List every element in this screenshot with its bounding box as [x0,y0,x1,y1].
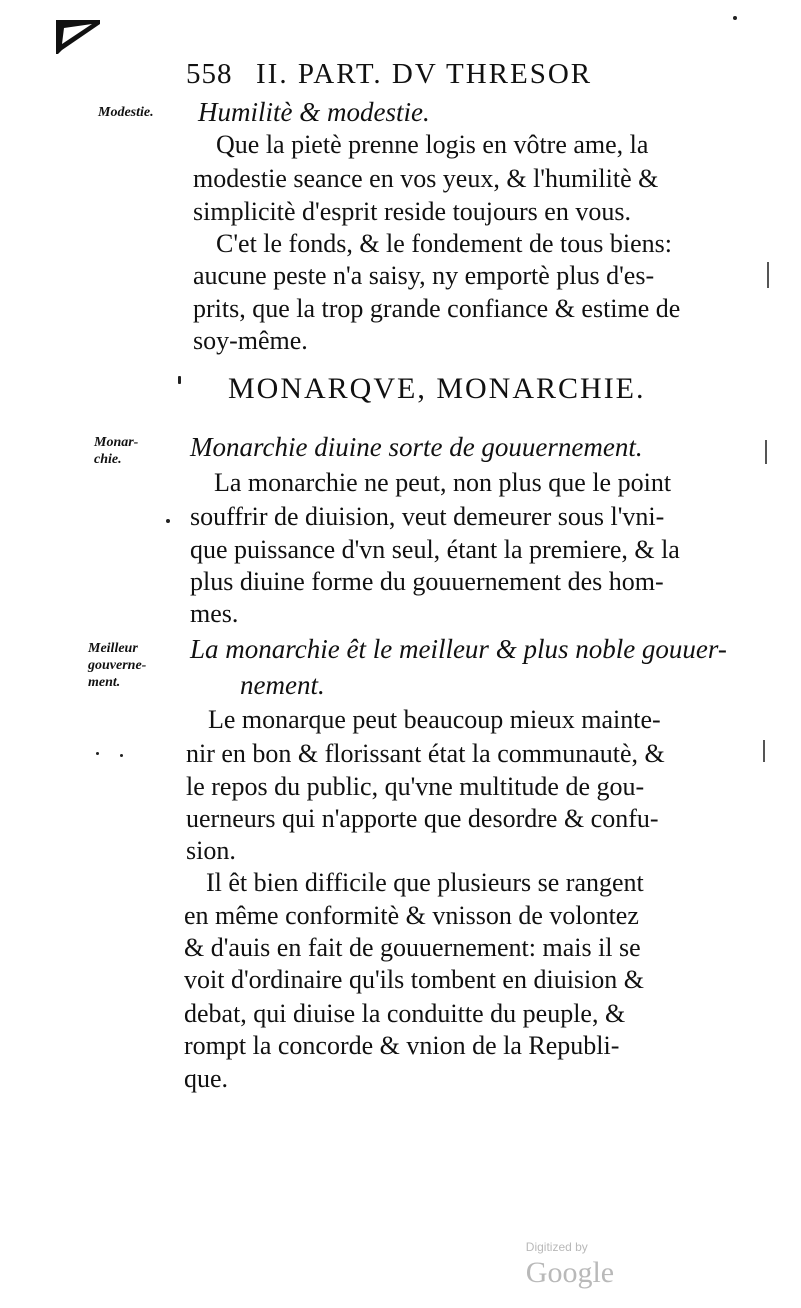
section-title: MONARQVE, MONARCHIE. [228,372,646,405]
text-line: plus diuine forme du gouuernement des hom- [190,567,664,596]
scan-speck [120,754,123,757]
text-line: nir en bon & florissant état la communautè, & [186,739,665,768]
margin-note-meilleur-gouvernement: Meilleur gouverne- ment. [88,641,147,690]
scan-edge-line [767,262,769,288]
text-line: que. [184,1064,229,1093]
scan-speck [96,752,99,755]
scan-edge-line [763,740,765,762]
text-line: & d'auis en fait de gouuernement: mais il se [184,933,641,962]
text-line: en même conformitè & vnisson de volontez [184,901,639,930]
text-line: Le monarque peut beaucoup mieux mainte- [208,705,661,734]
heading-humilite: Humilitè & modestie. [198,97,430,127]
text-line: simplicitè d'esprit reside toujours en vous. [193,197,631,226]
text-line: uerneurs qui n'apporte que desordre & confu- [186,804,659,833]
text-line: voit d'ordinaire qu'ils tombent en diuision & [184,965,644,994]
text-line: mes. [190,599,239,628]
heading-meilleur-gouvernement-cont: nement. [240,670,325,700]
running-head: II. PART. DV THRESOR [256,58,593,90]
text-line: C'et le fonds, & le fondement de tous biens: [216,229,672,258]
text-line: le repos du public, qu'vne multitude de gou- [186,772,645,801]
text-line: que puissance d'vn seul, étant la premiere, & la [190,535,680,564]
text-line: souffrir de diuision, veut demeurer sous l'vni- [190,502,665,531]
text-line: sion. [186,836,236,865]
margin-note-modestie: Modestie. [98,105,154,120]
margin-note-monarchie: Monar- chie. [94,435,139,467]
corner-mark-icon [56,20,102,54]
text-line: debat, qui diuise la conduitte du peuple, & [184,999,626,1028]
scan-speck [733,16,737,20]
digitized-by-google-watermark [508,1220,614,1308]
text-line: soy-même. [193,326,308,355]
text-line: rompt la concorde & vnion de la Republi- [184,1031,620,1060]
text-line: modestie seance en vos yeux, & l'humilitè & [193,164,659,193]
text-line: aucune peste n'a saisy, ny emportè plus d'es- [193,261,655,290]
scan-speck [178,376,181,384]
text-line: Que la pietè prenne logis en vôtre ame, la [216,130,649,159]
scan-edge-line [765,440,767,464]
heading-meilleur-gouvernement: La monarchie êt le meilleur & plus noble gouuer- [190,634,727,664]
heading-monarchie-diuine: Monarchie diuine sorte de gouuernement. [190,432,643,462]
google-logo: Google [525,1256,615,1289]
page-number: 558 [186,58,233,90]
text-line: La monarchie ne peut, non plus que le point [214,468,672,497]
scan-speck [166,519,170,523]
page-header [186,58,686,94]
watermark-prefix: Digitized by [525,1239,588,1254]
text-line: prits, que la trop grande confiance & estime de [193,294,681,323]
text-line: Il êt bien difficile que plusieurs se rangent [206,868,644,897]
